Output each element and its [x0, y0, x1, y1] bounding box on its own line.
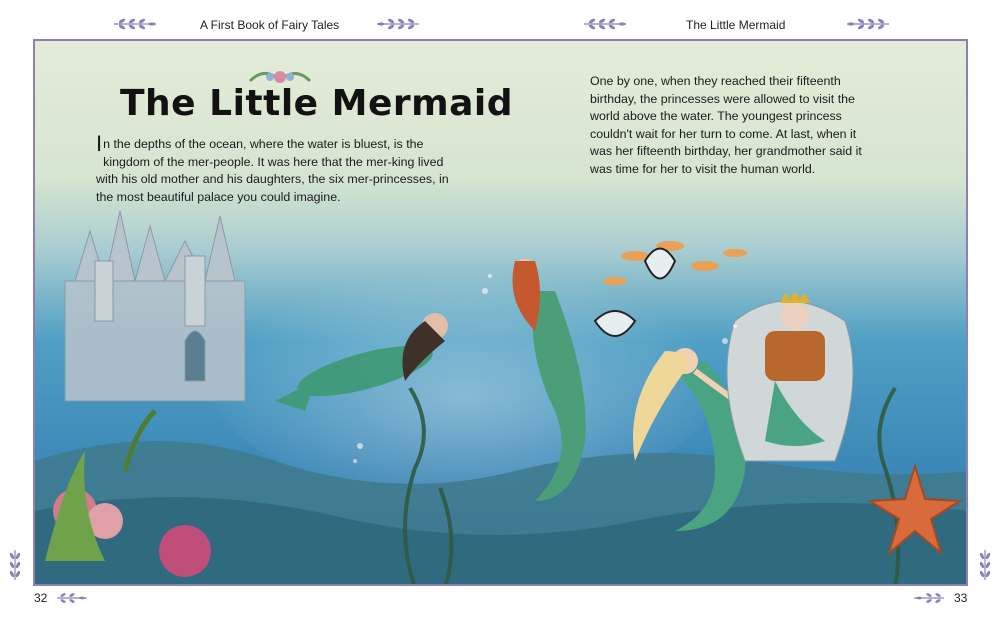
story-paragraph-1 — [96, 131, 456, 206]
drop-cap: I — [96, 131, 103, 156]
chapter-title: The Little Mermaid — [686, 18, 786, 32]
page-header — [0, 0, 1000, 38]
grandmother — [727, 291, 853, 461]
page-number-left: 32 — [34, 591, 48, 605]
leaf-sprig-icon — [8, 548, 22, 582]
paragraph-text: n the depths of the ocean, where the water is bluest, is the kingdom of the mer-people. It was here that the mer-king lived with his old mother and his daughters, the six mer-princesses, in the most beautiful palace you could imagine. — [96, 137, 449, 204]
book-title: A First Book of Fairy Tales — [200, 18, 340, 32]
leaf-sprig-icon — [55, 592, 89, 604]
leaf-sprig-icon — [375, 17, 421, 31]
leaf-sprig-icon — [978, 548, 992, 582]
story-title: The Little Mermaid — [120, 83, 514, 124]
leaf-sprig-icon — [112, 17, 158, 31]
story-paragraph-2: One by one, when they reached their fifteenth birthday, the princesses were allowed to visit the world above the water. The youngest princess couldn't wait for her turn to come. At last, when it was her fifteenth birthday, her grandmother said it was time for her to visit the human world. — [590, 74, 862, 176]
leaf-sprig-icon — [845, 17, 891, 31]
leaf-sprig-icon — [582, 17, 628, 31]
page-number-right: 33 — [954, 591, 968, 605]
leaf-sprig-icon — [912, 592, 946, 604]
